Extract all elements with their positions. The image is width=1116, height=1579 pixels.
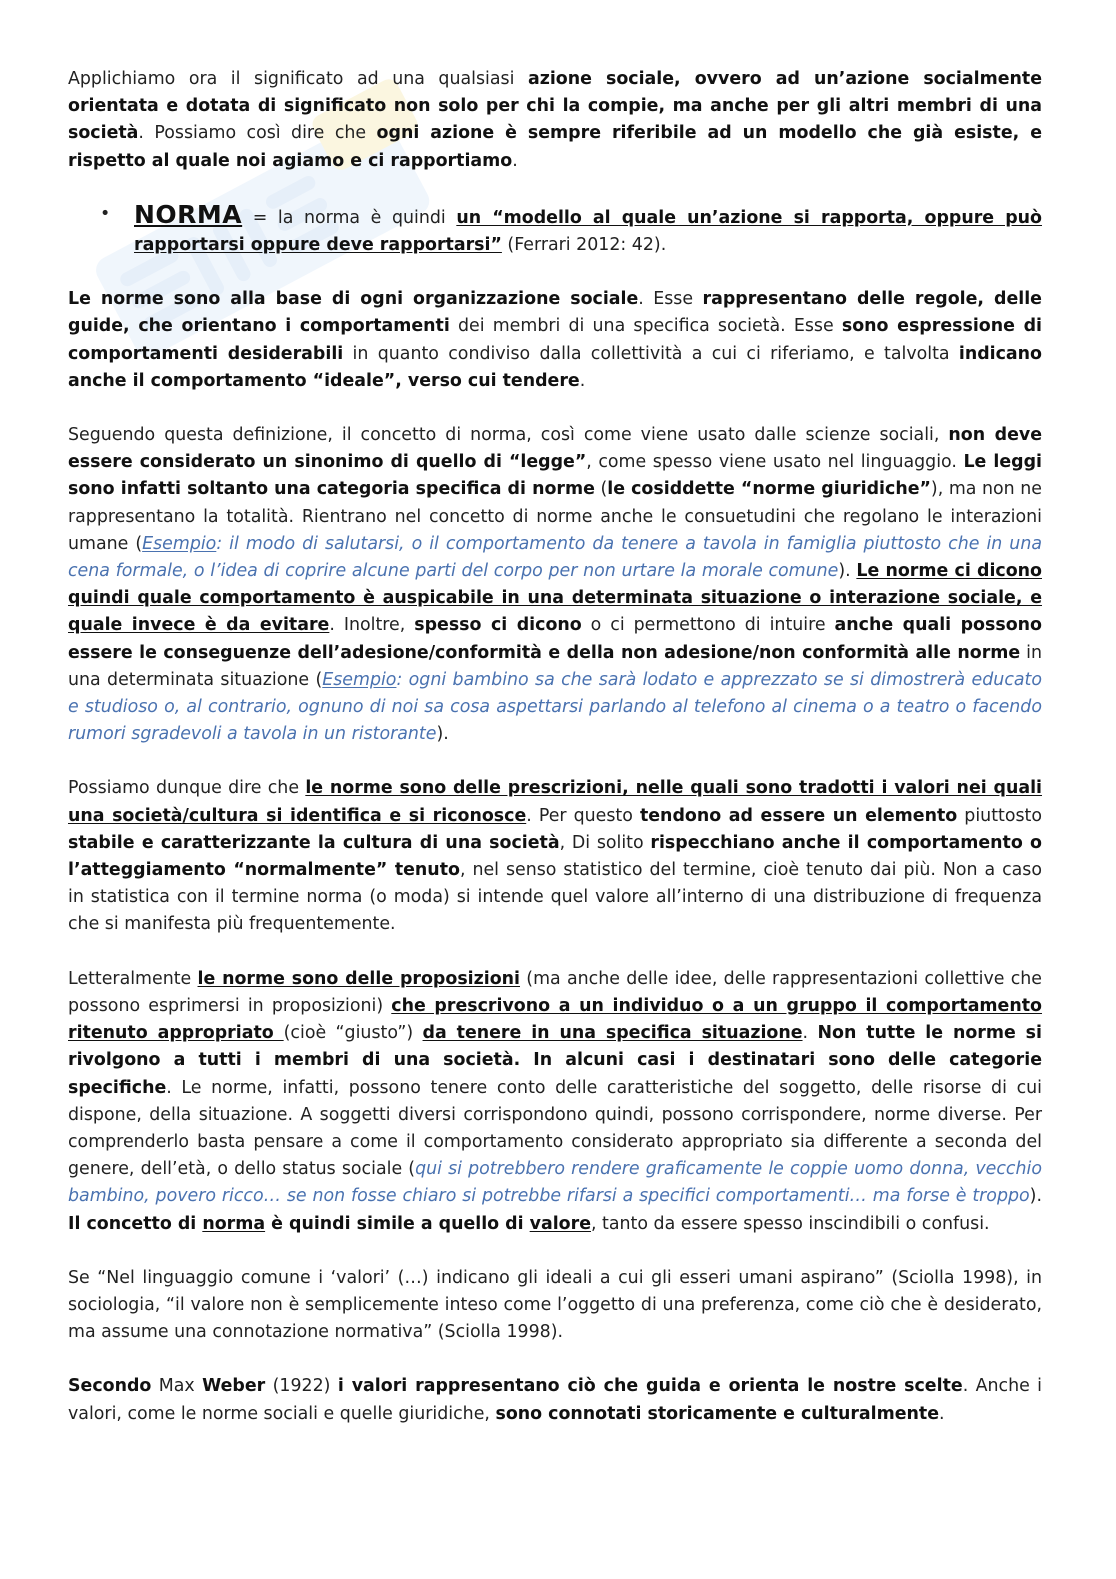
paragraph-norme-base: Le norme sono alla base di ogni organizzazione sociale. Esse rappresentano delle regole, delle guide, che orientano i comportamenti dei membri di una specifica società. Esse sono espressione di comportamenti desiderabili in quanto condiviso dalla collettività a cui ci riferiamo, e talvolta indicano anche il comportamento “ideale”, verso cui tendere. bbox=[68, 289, 1043, 391]
document-body bbox=[68, 66, 1042, 1428]
example-text: Esempio: ogni bambino sa che sarà lodato e apprezzato se si dimostrerà educato e studioso o, al contrario, ognuno di noi sa cosa aspettarsi parlando al telefono al cinema o a teatro o facendo rumori sgradevoli a tavola in un ristorante bbox=[68, 669, 1042, 745]
paragraph-prescrizioni: Possiamo dunque dire che le norme sono delle prescrizioni, nelle quali sono tradotti i valori nei quali una società/cultura si identifica e si riconosce. Per questo tendono ad essere un elemento piuttosto stabile e caratterizzante la cultura di una società, Di solito rispecchiano anche il comportamento o l’atteggiamento “normalmente” tenuto, nel senso statistico del termine, cioè tenuto dai più. Non a caso in statistica con il termine norma (o moda) si intende quel valore all’interno di una distribuzione di frequenza che si manifesta più frequentemente. bbox=[68, 778, 1042, 935]
list-item-norma bbox=[100, 199, 1042, 259]
paragraph-proposizioni: Letteralmente le norme sono delle proposizioni (ma anche delle idee, delle rappresentazioni collettive che possono esprimersi in proposizioni) che prescrivono a un individuo o a un gruppo il comportamento ritenuto appropriato (cioè “giusto”) da tenere in una specifica situazione. Non tutte le norme si rivolgono a tutti i membri di una società. In alcuni casi i destinatari sono delle categorie specifiche. Le norme, infatti, possono tenere conto delle caratteristiche del soggetto, delle risorse di cui dispone, della situazione. A soggetti diversi corrispondono quindi, possono corrispondere, norme diverse. Per comprenderlo basta pensare a come il comportamento considerato appropriato sia differente a seconda del genere, dell’età, o dello status sociale (qui si potrebbero rendere graficamente le coppie uomo donna, vecchio bambino, povero ricco… se non fosse chiaro si potrebbe rifarsi a specifici comportamenti… ma forse è troppo). Il concetto di norma è quindi simile a quello di valore, tanto da essere spesso inscindibili o confusi. bbox=[68, 968, 1043, 1234]
definition-norma: NORMA = la norma è quindi un “modello al quale un’azione si rapporta, oppure può rapportarsi oppure deve rapportarsi” (Ferrari 2012: 42). bbox=[134, 199, 1042, 256]
bullet-icon: • bbox=[100, 203, 111, 224]
paragraph-weber: Secondo Max Weber (1922) i valori rappresentano ciò che guida e orienta le nostre scelte. Anche i valori, come le norme sociali e quelle giuridiche, sono connotati storicamente e culturalmente. bbox=[68, 1376, 1043, 1424]
paragraph-norma-legge: Seguendo questa definizione, il concetto di norma, così come viene usato dalle scienze sociali, non deve essere considerato un sinonimo di quello di “legge”, come spesso viene usato nel linguaggio. Le leggi sono infatti soltanto una categoria specifica di norme (le cosiddette “norme giuridiche”), ma non ne rappresentano la totalità. Rientrano nel concetto di norme anche le consuetudini che regolano le interazioni umane (Esempio: il modo di salutarsi, o il comportamento da tenere a tavola in famiglia piuttosto che in una cena formale, o l’idea di coprire alcune parti del corpo per non urtare la morale comune). Le norme ci dicono quindi quale comportamento è auspicabile in una determinata situazione o interazione sociale, e quale invece è da evitare. Inoltre, spesso ci dicono o ci permettono di intuire anche quali possono essere le conseguenze dell’adesione/conformità e della non adesione/non conformità alle norme in una determinata situazione (Esempio: ogni bambino sa che sarà lodato e apprezzato se si dimostrerà educato e studioso o, al contrario, ognuno di noi sa cosa aspettarsi parlando al telefono al cinema o a teatro o facendo rumori sgradevoli a tavola in un ristorante). bbox=[68, 425, 1043, 745]
paragraph-valori-sciolla: Se “Nel linguaggio comune i ‘valori’ (…) indicano gli ideali a cui gli esseri umani aspirano” (Sciolla 1998), in sociologia, “il valore non è semplicemente inteso come l’oggetto di una preferenza, come ciò che è desiderato, ma assume una connotazione normativa” (Sciolla 1998). bbox=[68, 1267, 1042, 1343]
example-text: qui si potrebbero rendere graficamente le coppie uomo donna, vecchio bambino, povero ricco… se non fosse chiaro si potrebbe rifarsi a specifici comportamenti… ma forse è troppo bbox=[68, 1159, 1042, 1207]
example-text: Esempio: il modo di salutarsi, o il comportamento da tenere a tavola in famiglia piuttosto che in una cena formale, o l’idea di coprire alcune parti del corpo per non urtare la morale comune bbox=[68, 533, 1042, 582]
paragraph-intro: Applichiamo ora il significato ad una qualsiasi azione sociale, ovvero ad un’azione socialmente orientata e dotata di significato non solo per chi la compie, ma anche per gli altri membri di una società. Possiamo così dire che ogni azione è sempre riferibile ad un modello che già esiste, e rispetto al quale noi agiamo e ci rapportiamo. bbox=[68, 69, 1042, 171]
